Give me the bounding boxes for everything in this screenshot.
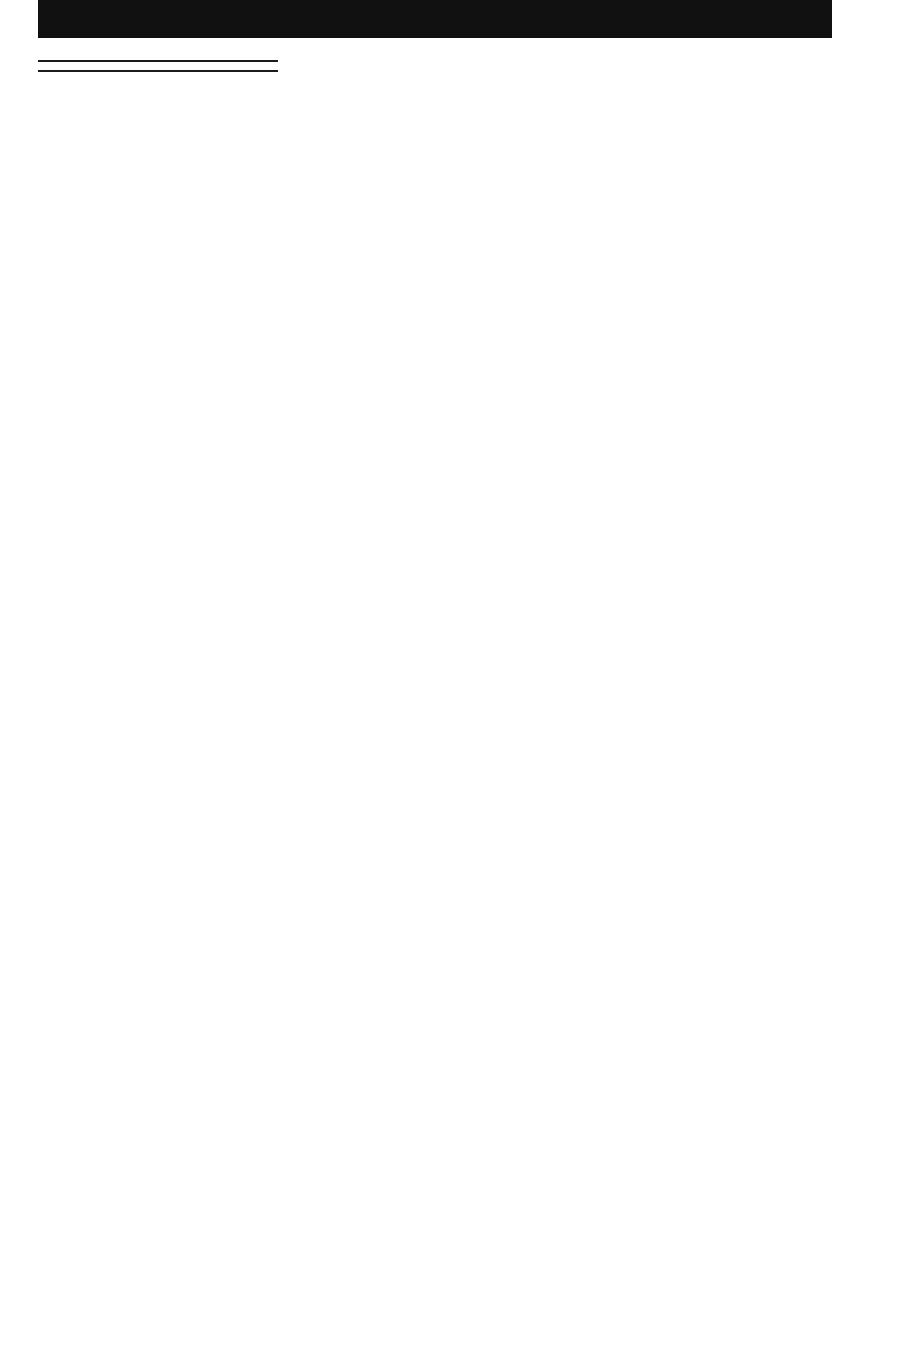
bottom-decorative-border — [38, 1314, 832, 1350]
title-rule-top — [38, 60, 278, 62]
title-block — [38, 60, 278, 72]
title-rule-bottom — [38, 70, 278, 72]
top-decorative-border — [38, 0, 832, 38]
